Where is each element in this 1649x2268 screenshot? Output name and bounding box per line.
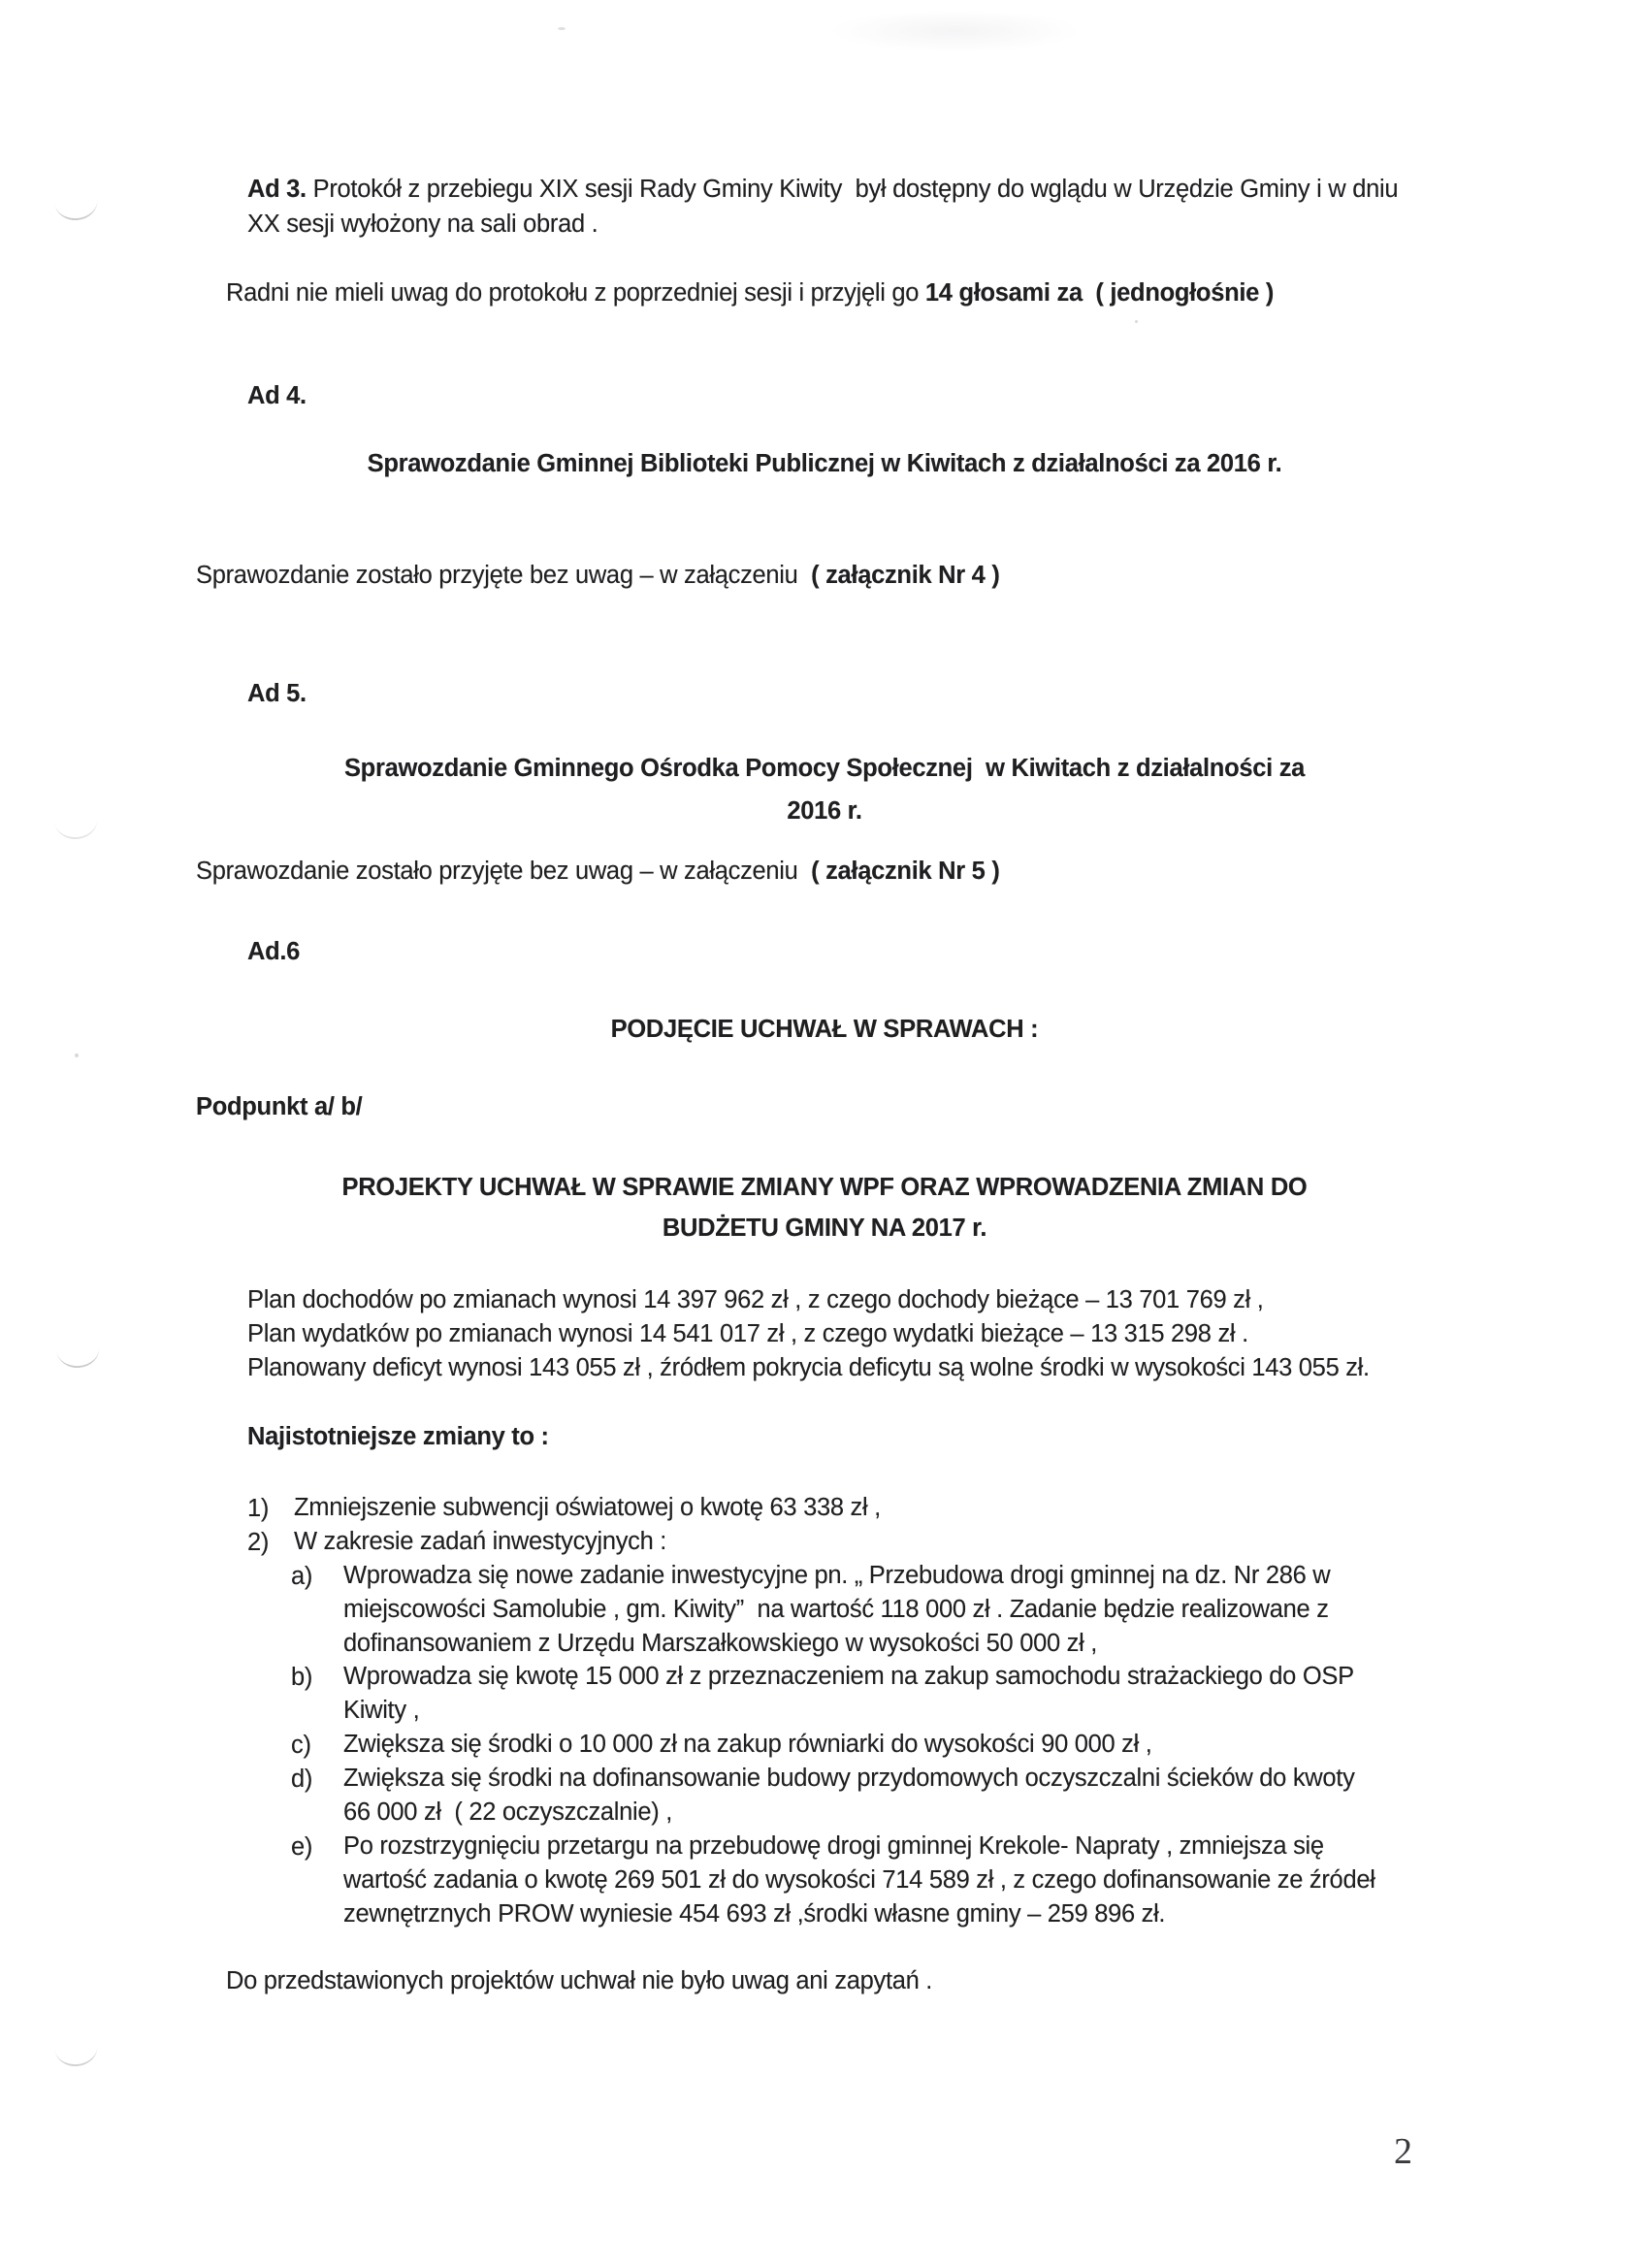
paragraph-ad3-line1 xyxy=(247,172,1398,207)
sublist-item-d-line1: Zwiększa się środki na dofinansowanie budowy przydomowych oczyszczalni ścieków do kwoty xyxy=(343,1765,1355,1792)
scan-arc-artifact xyxy=(54,2043,99,2068)
sublist-item-b-line1: Wprowadza się kwotę 15 000 zł z przeznaczeniem na zakup samochodu strażackiego do OSP xyxy=(343,1663,1354,1690)
paragraph-plan-budzetu xyxy=(247,1283,1370,1385)
sublist-item-d-text xyxy=(343,1762,1355,1830)
zalacznik5-text: Sprawozdanie zostało przyjęte bez uwag – w załączeniu xyxy=(196,858,812,885)
sublist-item-d xyxy=(291,1762,1355,1830)
scan-smudge xyxy=(829,10,1082,52)
list-item-1-line1: Zmniejszenie subwencji oświatowej o kwotę 63 338 zł , xyxy=(294,1494,881,1521)
plan-dochodow-line: Plan dochodów po zmianach wynosi 14 397 962 zł , z czego dochody bieżące – 13 701 769 zł , xyxy=(247,1286,1264,1313)
sublist-item-e xyxy=(291,1830,1375,1931)
heading-gops-report-line1: Sprawozdanie Gminnego Ośrodka Pomocy Społecznej w Kiwitach z działalności za xyxy=(343,755,1306,782)
paragraph-ad3-line2: XX sesji wyłożony na sali obrad . xyxy=(247,211,598,238)
sublist-item-c-line1: Zwiększa się środki o 10 000 zł na zakup równiarki do wysokości 90 000 zł , xyxy=(343,1731,1152,1758)
list-item-2 xyxy=(247,1525,666,1560)
paragraph-radni-line xyxy=(226,275,1274,310)
sublist-item-b xyxy=(291,1660,1354,1728)
heading-podjecie-uchwal-line: PODJĘCIE UCHWAŁ W SPRAWACH : xyxy=(610,1016,1039,1043)
ad4-label: Ad 4. xyxy=(247,382,307,409)
list-item-1-marker: 1) xyxy=(247,1495,270,1522)
najistotniejsze-label: Najistotniejsze zmiany to : xyxy=(247,1423,549,1450)
sublist-item-e-marker: e) xyxy=(291,1833,313,1861)
sublist-item-b-text xyxy=(343,1660,1354,1728)
list-item-2-line1: W zakresie zadań inwestycyjnych : xyxy=(294,1528,667,1555)
heading-projekty-uchwal xyxy=(29,1167,1620,1248)
heading-library-report xyxy=(29,446,1620,481)
sublist-item-a-line1: Wprowadza się nowe zadanie inwestycyjne pn. „ Przebudowa drogi gminnej na dz. Nr 286 w xyxy=(343,1562,1331,1589)
sublist-item-a-text xyxy=(343,1559,1330,1661)
list-item-1 xyxy=(247,1491,881,1526)
paragraph-closing: Do przedstawionych projektów uchwał nie było uwag ani zapytań . xyxy=(226,1967,933,1994)
sublist-item-c-text xyxy=(343,1728,1152,1762)
ad5-label: Ad 5. xyxy=(247,680,307,707)
plan-wydatkow-line: Plan wydatków po zmianach wynosi 14 541 017 zł , z czego wydatki bieżące – 13 315 298 zł . xyxy=(247,1320,1248,1347)
sublist-item-a xyxy=(291,1559,1330,1661)
sublist-item-e-line1: Po rozstrzygnięciu przetargu na przebudowę drogi gminnej Krekole- Napraty , zmniejsza się xyxy=(343,1832,1324,1860)
paragraph-zalacznik4-line xyxy=(196,558,1000,593)
plan-deficyt-line: Planowany deficyt wynosi 143 055 zł , źródłem pokrycia deficytu są wolne środki w wysokości 143 055 zł. xyxy=(247,1354,1370,1381)
sublist-item-b-marker: b) xyxy=(291,1664,313,1691)
sublist-item-c xyxy=(291,1728,1152,1763)
list-item-2-text xyxy=(294,1525,666,1559)
scan-speck xyxy=(75,1053,79,1057)
zalacznik4-ref: ( załącznik Nr 4 ) xyxy=(811,562,1000,589)
sublist-item-a-marker: a) xyxy=(291,1563,313,1590)
sublist-item-b-line2: Kiwity , xyxy=(343,1697,420,1724)
podpunkt-label: Podpunkt a/ b/ xyxy=(196,1093,363,1120)
radni-vote-result: 14 głosami za ( jednogłośnie ) xyxy=(924,279,1275,307)
ad3-text: Protokół z przebiegu XIX sesji Rady Gminy Kiwity był dostępny do wglądu w Urzędzie Gminy i w dniu xyxy=(306,176,1399,203)
heading-projekty-uchwal-line1: PROJEKTY UCHWAŁ W SPRAWIE ZMIANY WPF ORAZ WPROWADZENIA ZMIAN DO xyxy=(341,1174,1308,1201)
sublist-item-a-line3: dofinansowaniem z Urzędu Marszałkowskiego w wysokości 50 000 zł , xyxy=(343,1630,1098,1657)
ad6-label: Ad.6 xyxy=(247,938,301,965)
heading-projekty-uchwal-line2: BUDŻETU GMINY NA 2017 r. xyxy=(662,1215,987,1242)
zalacznik5-ref: ( załącznik Nr 5 ) xyxy=(811,858,1000,885)
paragraph-zalacznik5 xyxy=(196,854,1000,889)
sublist-item-a-line2: miejscowości Samolubie , gm. Kiwity” na wartość 118 000 zł . Zadanie będzie realizowane z xyxy=(343,1596,1329,1623)
paragraph-radni xyxy=(226,275,1274,310)
sublist-item-d-marker: d) xyxy=(291,1766,313,1793)
list-item-2-marker: 2) xyxy=(247,1529,270,1556)
scan-arc-artifact xyxy=(54,197,99,222)
scan-speck xyxy=(1135,320,1138,323)
sublist-item-e-line3: zewnętrznych PROW wyniesie 454 693 zł ,środki własne gminy – 259 896 zł. xyxy=(343,1900,1166,1928)
heading-gops-report-line2: 2016 r. xyxy=(787,797,862,825)
list-item-1-text xyxy=(294,1491,881,1525)
sublist-item-d-line2: 66 000 zł ( 22 oczyszczalnie) , xyxy=(343,1798,673,1826)
heading-library-report-line: Sprawozdanie Gminnej Biblioteki Publicznej w Kiwitach z działalności za 2016 r. xyxy=(367,450,1282,477)
heading-gops-report xyxy=(29,747,1620,832)
radni-text: Radni nie mieli uwag do protokołu z poprzedniej sesji i przyjęli go xyxy=(226,279,925,307)
heading-podjecie-uchwal xyxy=(29,1012,1620,1047)
page-number: 2 xyxy=(1394,2131,1412,2172)
paragraph-zalacznik5-line xyxy=(196,854,1000,889)
scan-arc-artifact xyxy=(56,1345,101,1370)
paragraph-ad3 xyxy=(247,172,1398,242)
sublist-item-e-text xyxy=(343,1830,1375,1931)
ad3-label: Ad 3. xyxy=(247,176,307,203)
scan-speck xyxy=(558,27,566,30)
paragraph-zalacznik4 xyxy=(196,558,1000,593)
sublist-item-e-line2: wartość zadania o kwotę 269 501 zł do wysokości 714 589 zł , z czego dofinansowanie ze źródeł xyxy=(343,1866,1375,1894)
sublist-item-c-marker: c) xyxy=(291,1732,311,1759)
zalacznik4-text: Sprawozdanie zostało przyjęte bez uwag – w załączeniu xyxy=(196,562,812,589)
